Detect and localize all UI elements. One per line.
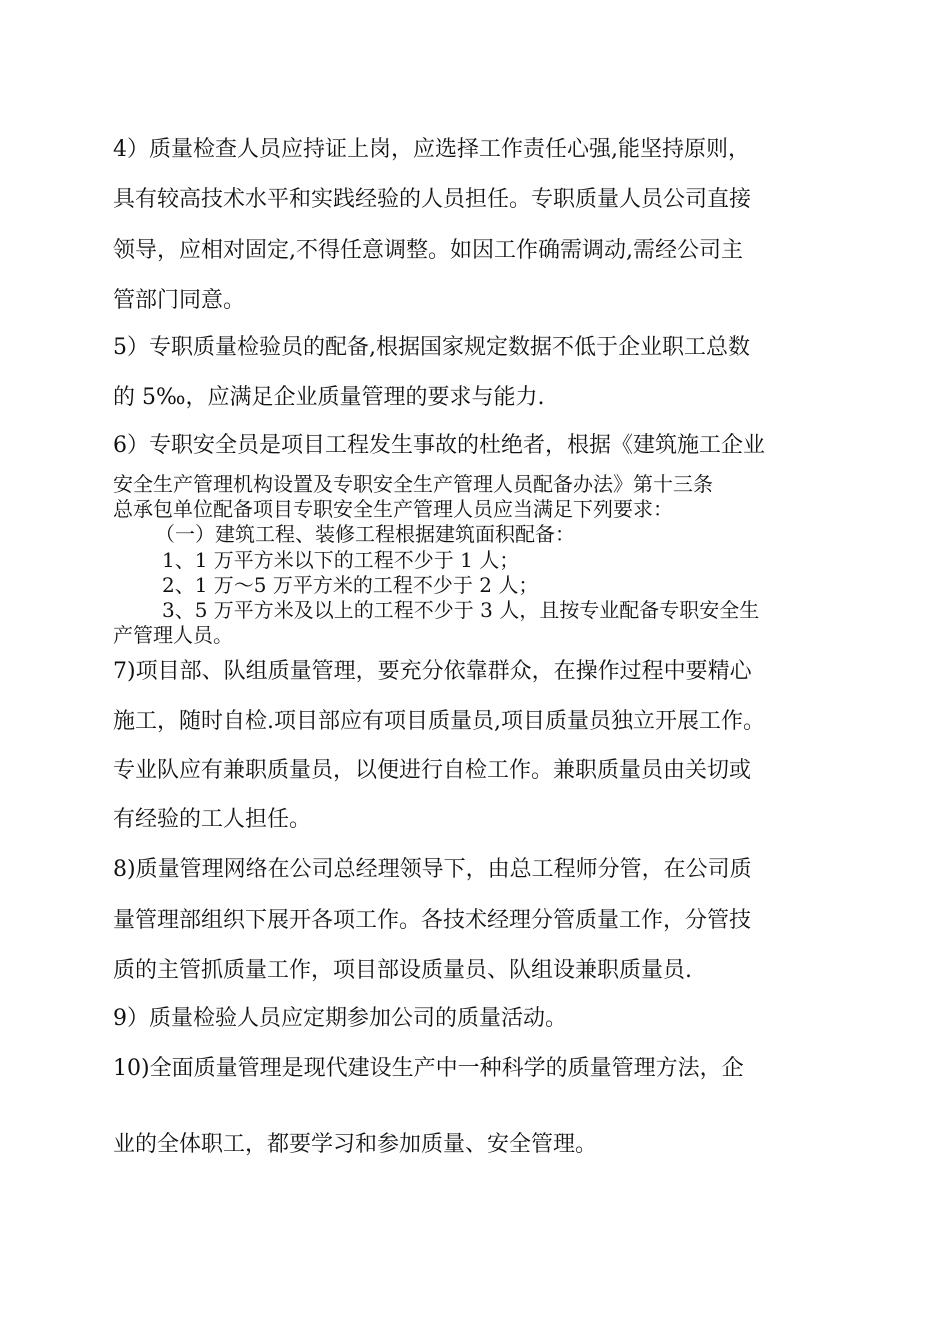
paragraph-4-line-3: 领导，应相对固定,不得任意调整。如因工作确需调动,需经公司主 (113, 238, 743, 263)
paragraph-4-line-4: 管部门同意。 (113, 288, 246, 313)
paragraph-6-line-6: 2、1 万～5 万平方米的工程不少于 2 人； (162, 573, 539, 597)
paragraph-6-line-3: 总承包单位配备项目专职安全生产管理人员应当满足下列要求： (113, 497, 673, 521)
paragraph-10-line-1: 10)全面质量管理是现代建设生产中一种科学的质量管理方法，企 (113, 1056, 744, 1081)
paragraph-7-line-2: 施工，随时自检.项目部应有项目质量员,项目质量员独立开展工作。 (113, 709, 765, 734)
paragraph-8-line-2: 量管理部组织下展开各项工作。各技术经理分管质量工作，分管技 (113, 908, 752, 933)
paragraph-6-line-8: 产管理人员。 (113, 623, 233, 647)
paragraph-10-line-2: 业的全体职工，都要学习和参加质量、安全管理。 (113, 1132, 598, 1157)
paragraph-7-line-4: 有经验的工人担任。 (113, 807, 312, 832)
paragraph-6-line-4: （一）建筑工程、装修工程根据建筑面积配备： (155, 522, 575, 546)
paragraph-7-line-1: 7)项目部、队组质量管理，要充分依靠群众，在操作过程中要精心 (113, 659, 752, 684)
paragraph-8-line-1: 8)质量管理网络在公司总经理领导下，由总工程师分管，在公司质 (113, 857, 752, 882)
paragraph-8-line-3: 质的主管抓质量工作，项目部设质量员、队组设兼职质量员. (113, 958, 692, 983)
paragraph-7-line-3: 专业队应有兼职质量员，以便进行自检工作。兼职质量员由关切或 (113, 758, 752, 783)
paragraph-6-line-5: 1、1 万平方米以下的工程不少于 1 人； (162, 548, 520, 572)
paragraph-5-line-1: 5）专职质量检验员的配备,根据国家规定数据不低于企业职工总数 (113, 335, 750, 360)
paragraph-5-line-2: 的 5‰，应满足企业质量管理的要求与能力. (113, 385, 545, 410)
paragraph-6-line-1: 6）专职安全员是项目工程发生事故的杜绝者，根据《建筑施工企业 (113, 433, 765, 458)
paragraph-4-line-1: 4）质量检查人员应持证上岗，应选择工作责任心强,能坚持原则， (113, 137, 750, 162)
paragraph-4-line-2: 具有较高技术水平和实践经验的人员担任。专职质量人员公司直接 (113, 187, 752, 212)
paragraph-6-line-7: 3、5 万平方米及以上的工程不少于 3 人，且按专业配备专职安全生 (162, 598, 760, 622)
paragraph-6-line-2: 安全生产管理机构设置及专职安全生产管理人员配备办法》第十三条 (113, 472, 713, 496)
paragraph-9-line-1: 9）质量检验人员应定期参加公司的质量活动。 (113, 1006, 567, 1031)
